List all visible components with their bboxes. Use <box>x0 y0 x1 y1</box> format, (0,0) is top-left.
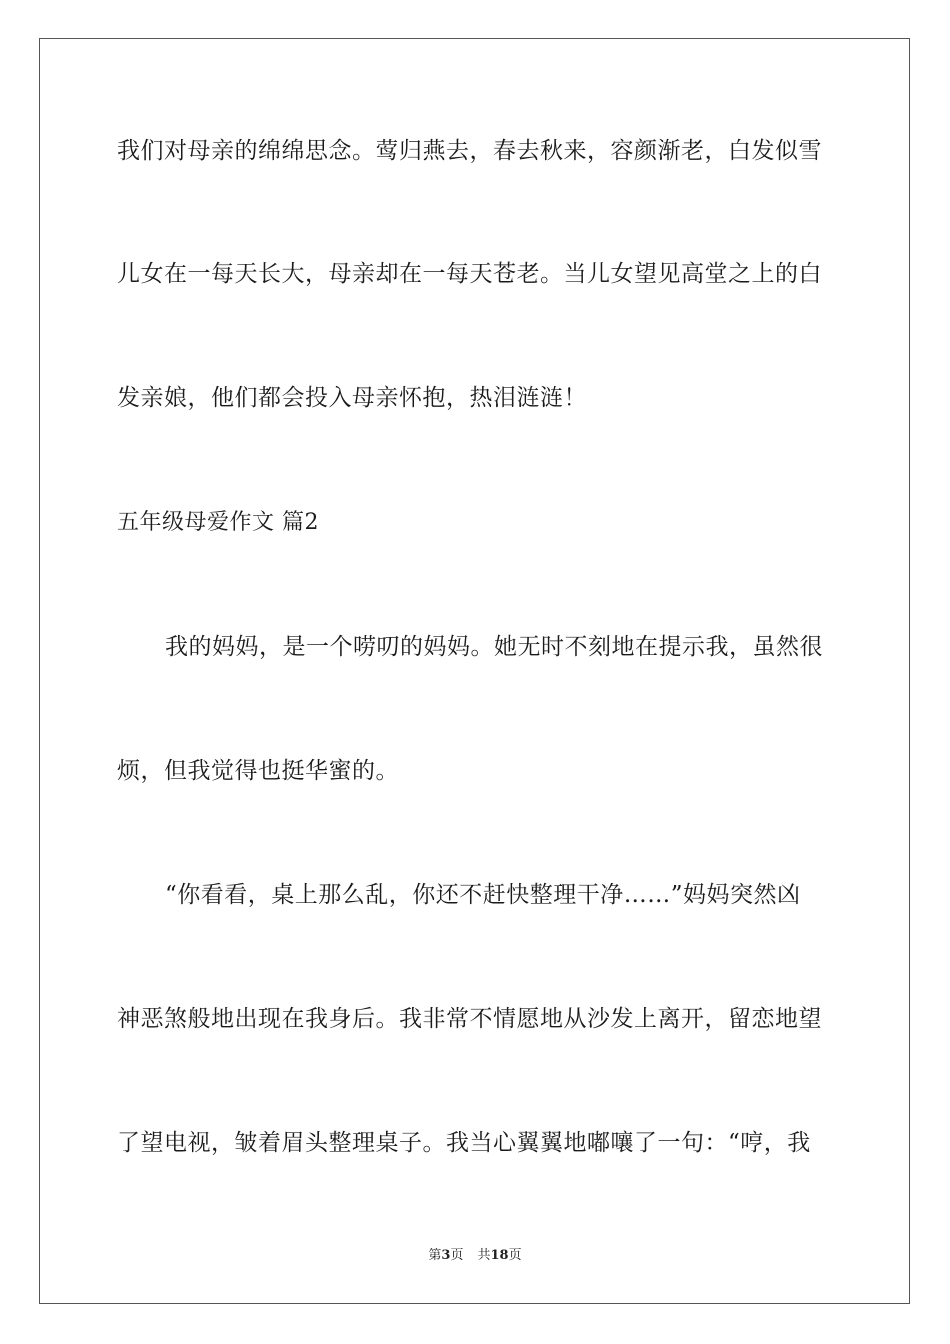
footer-page-prefix: 第 <box>428 1248 442 1263</box>
footer-page-suffix: 页 <box>450 1248 464 1263</box>
body-line-1: 我们对母亲的绵绵思念。莺归燕去，春去秋来，容颜渐老，白发似雪 <box>117 138 822 164</box>
section-heading: 五年级母爱作文 篇2 <box>117 510 319 535</box>
paragraph-3-line-1: “你看看，桌上那么乱，你还不赶快整理干净……”妈妈突然凶 <box>165 882 801 908</box>
body-line-2: 儿女在一每天长大，母亲却在一每天苍老。当儿女望见高堂之上的白 <box>117 261 822 287</box>
paragraph-2-line-2: 烦，但我觉得也挺华蜜的。 <box>117 758 399 784</box>
paragraph-3-line-2: 神恶煞般地出现在我身后。我非常不情愿地从沙发上离开，留恋地望 <box>117 1006 822 1032</box>
footer-page-number: 3 <box>441 1248 451 1263</box>
page-border <box>39 38 910 1304</box>
footer-total-suffix: 页 <box>508 1248 522 1263</box>
body-line-3: 发亲娘，他们都会投入母亲怀抱，热泪涟涟！ <box>117 385 587 411</box>
paragraph-2-line-1: 我的妈妈，是一个唠叨的妈妈。她无时不刻地在提示我，虽然很 <box>165 634 823 660</box>
footer-total-pages: 18 <box>490 1248 509 1263</box>
page-footer <box>0 1247 950 1265</box>
paragraph-3-line-3: 了望电视，皱着眉头整理桌子。我当心翼翼地嘟嚷了一句：“哼，我 <box>117 1130 811 1156</box>
footer-total-prefix: 共 <box>477 1248 491 1263</box>
